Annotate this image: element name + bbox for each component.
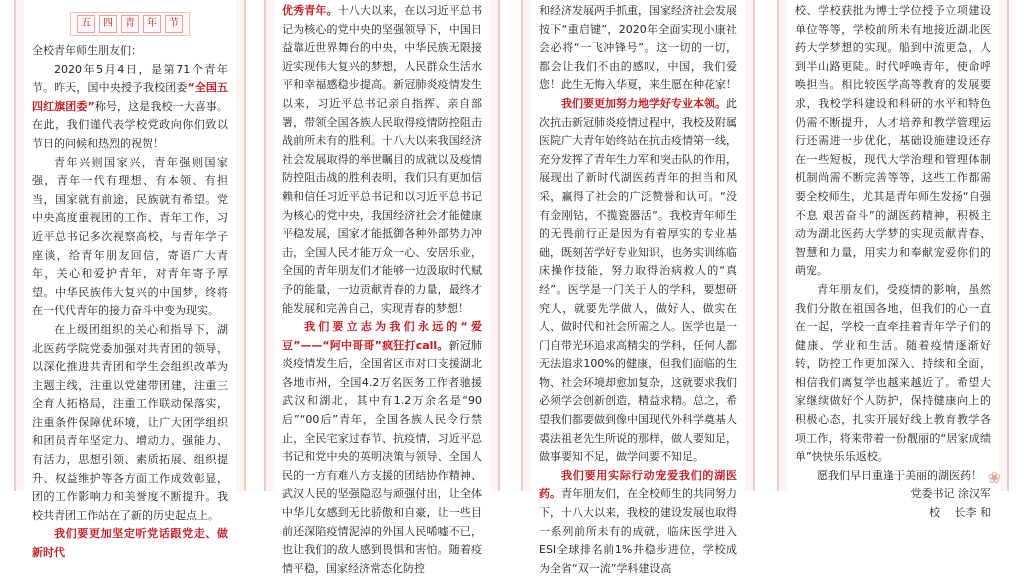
column-2-body: [274, 0, 490, 575]
paragraph: 青年兴则国家兴，青年强则国家强，青年一代有理想、有本领、有担当，国家就有前途，民族就有希望。党中央高度重视团的工作、青年工作，习近平总书记多次视察高校，与青年学子座谈，给青年朋友回信，寄语广大青年，关心和爱护青年，对青年寄予厚望。中华民族伟大复兴的中国梦，终将在一代代青年的接力奋斗中变为现实。: [32, 155, 228, 318]
column-4-body: [787, 0, 999, 520]
paragraph: 和经济发展两手抓重，国家经济社会发展按下“重启键”，2020年全面实现小康社会必将“一飞冲锋号”。这一切的一切，都会让我们不由的感叹，中国，我们爱您！此生无悔入华夏，来生愿在种花家！: [539, 4, 737, 92]
greeting: 全校青年师生朋友们：: [32, 44, 142, 57]
paragraph: [539, 467, 737, 578]
closing-line: 愿我们早日重逢于美丽的湖医药！: [817, 468, 982, 482]
signature-party-secretary: 党委书记 涂汉军: [910, 487, 991, 501]
text-span: 2020年5月4日，是第71个青年节。昨天，国中央授予我校团委: [32, 62, 228, 95]
paragraph: [282, 2, 482, 318]
column-4: [777, 0, 1009, 520]
flower-icon: ❀: [987, 468, 1001, 487]
section-heading: 我们要更加坚定听党话跟党走、做新时代: [32, 527, 228, 560]
text-span: 青年朋友们，在全校师生的共同努力下，十八大以来，我校的建设发展也取得一系列前所未有的成就，临床医学进入ESI全球排名前1%并稳步进位，学校成为全省“双一流”学科建设高: [539, 487, 737, 575]
text-span: 十八大以来，在以习近平总书记为核心的党中央的坚强领导下，中国日益靠近世界舞台的中央，中华民族无限接近实现伟大复兴的梦想，人民群众生活水平和幸福感稳步提高。新冠肺炎疫情发生以来，习近平总书记亲自指挥、亲自部署，带领全国各族人民取得疫情防控阻击战前所未有的胜利。十八大以来我国经济社会发展取得的举世瞩目的成就以及疫情防控阻击战的胜利表明，我们只有更加信赖和信任习近平总书记和以习近平总书记为核心的党中央，我国经济社会才能健康平稳发展，国家才能抵御各种外部势力冲击，全国人民才能万众一心、安居乐业，全国的青年朋友们才能够一边汲取时代赋予的能量，一边贡献青春的力量，最终才能发展和完善自己，实现青春的梦想！: [282, 4, 483, 315]
section-heading: 我们要立志为我们永远的“爱豆”——“阿中哥哥”疯狂打call。: [282, 320, 482, 352]
paragraph: [32, 61, 228, 154]
title-char: 青: [121, 15, 139, 33]
signature-president: 校 长李 和: [929, 506, 991, 520]
paragraph: [539, 95, 737, 467]
paragraph: [282, 318, 482, 578]
column-3: [521, 0, 755, 575]
title-char: 节: [165, 15, 183, 33]
title-char: 四: [99, 15, 117, 33]
festival-title: [70, 12, 190, 36]
column-1-body: [24, 0, 236, 560]
title-char: 五: [77, 15, 95, 33]
paragraph: 在上级团组织的关心和指导下，湖北医药学院党委加强对共青团的领导，以深化推进共青团和学生会组织改革为主题主线，注重以党建带团建，注重三全育人拓格局，注重工作联动保落实，注重条件保障优环境，让广大团学组织和团员青年坚定力、增动力、强能力、有活力，思想引领、素质拓展、组织提升、权益维护等各方面工作成效彰显，团的工作影响力和美誉度不断提升。我校共青团工作站在了新的历史起点上。: [32, 322, 228, 522]
column-2: [264, 0, 500, 575]
paragraph: 青年朋友们，受疫情的影响，虽然我们分散在祖国各地，但我们的心一直在一起，学校一直牵挂着青年学子们的健康、学业和生活。随着疫情逐渐好转，防控工作更加深入、持续和全面，相信我们离复学也越来越近了。希望大家继续做好个人防护，保持健康向上的积极心态，扎实开展好线上教育教学各项工作，将来带着一份靓丽的“居家成绩单”快快乐乐返校。: [795, 282, 991, 464]
title-wrap: [32, 2, 228, 42]
text-span: 新冠肺炎疫情发生后，全国省区市对口支援湖北各地市州，全国4.2万名医务工作者驰援武汉和湖北，其中有1.2万余名是“90后”“00后”青年，全国各族人民令行禁止，全民宅家过春节、抗疫情，习近平总书记和党中央的英明决策与领导、全国人民的一方有难八方支援的团结协作精神、武汉人民的坚强隐忍与顽强付出，让全体中华儿女感到无比骄傲和自豪，让一些目前还深陷疫情泥淖的外国人民唏嘘不已，也让我们的敌人感到畏惧和害怕。随着疫情平稳，国家经济常态化防控: [282, 338, 482, 575]
column-1: [14, 0, 246, 560]
paragraph: 校、学校获批为博士学位授予立项建设单位等等，学校前所未有地接近湖北医药大学梦想的实现。船到中流更急，人到半山路更陡。时代呼唤青年，使命呼唤担当。相比较医学高等教育的发展要求，我校学科建设和科研的水平和特色仍需不断提升，人才培养和教学管理运行还需进一步优化，基础设施建设还存在一些短板，现代大学治理和管理体制机制尚需不断完善等等，这些工作都需要全校师生，尤其是青年师生发扬“自强不息 艰苦奋斗”的湖医药精神，积极主动为湖北医药大学梦的实现贡献青春、智慧和力量，用实力和奉献宠爱你们的萌宠。: [795, 4, 991, 278]
title-char: 年: [143, 15, 161, 33]
section-heading: 我们要更加努力地学好专业本领。: [561, 96, 726, 110]
section-heading: 我们要用实际行动宠爱我们的湖医药。: [539, 468, 737, 501]
highlight-text: “全国五四红旗团委”: [32, 81, 228, 113]
text-span: 此次抗击新冠肺炎疫情过程中，我校及附属医院广大青年始终站在抗击疫情第一线，充分发挥了青年生力军和突击队的作用，展现出了新时代湖医药青年的担当和风采，赢得了社会的广泛赞誉和认可。“没有金刚钻，不揽瓷器活”。我校青年师生的无畏前行正是因为有着厚实的专业基础，既刻苦学好专业知识，也务实训练临床操作技能，努力取得治病救人的“真经”。医学是一门关于人的学科，要想研究人，就要先学做人，做好人、做实在人、做时代和社会所需之人。医学也是一门自带光环追求高精尖的学科，任何人都无法追求100%的健康，但我们面临的生物、社会环境却愈加复杂，这就要求我们必须学会创新创造，精益求精。总之，希望我们都要做到像中国现代外科学奠基人裘法祖老先生所说的那样，做人要知足，做事要知不足，做学问要不知足。: [539, 96, 737, 464]
text-span: 称号，这是我校一大喜事。在此，我们谨代表学校党政向你们致以节日的问候和热烈的祝贺！: [32, 99, 228, 150]
section-heading: 优秀青年。: [282, 4, 338, 17]
column-3-body: [531, 0, 745, 575]
